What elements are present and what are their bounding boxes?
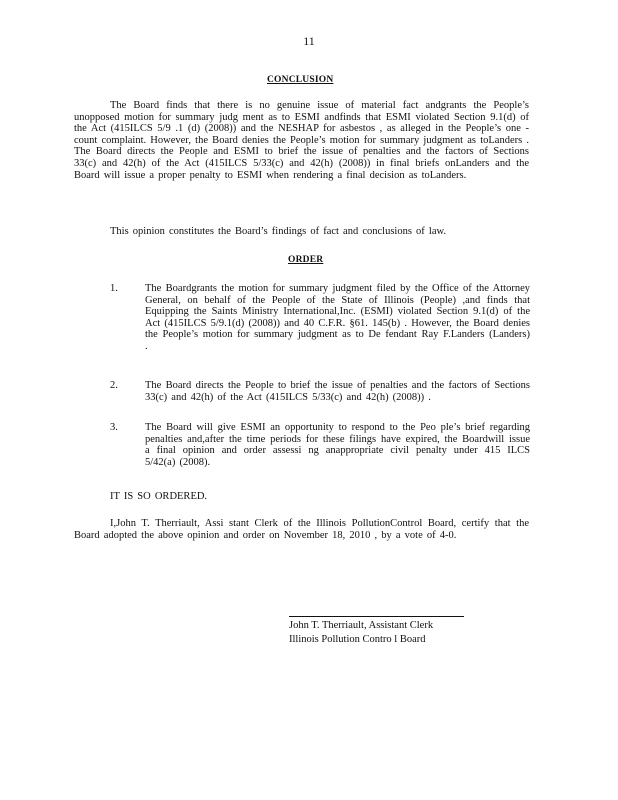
order-item-number: 1.	[110, 283, 118, 294]
order-item-text: The Board will give ESMI an opportunity to respond to the Peo ple’s brief regarding penalties and,after the time periods for these filings have expired, the Boardwill issue a final opinion and order assessi ng anappropriate civil penalty under 415 ILCS 5/42(a) (2008).	[145, 422, 530, 468]
order-item-number: 2.	[110, 380, 118, 391]
page-number: 11	[303, 34, 315, 48]
conclusion-heading: CONCLUSION	[267, 75, 334, 85]
order-item-text: The Board directs the People to brief the issue of penalties and the factors of Sections 33(c) and 42(h) of the Act (415ILCS 5/33(c) and 42(h) (2008)) .	[145, 380, 530, 403]
signer-name: John T. Therriault, Assistant Clerk	[289, 620, 434, 631]
order-item-text: The Boardgrants the motion for summary judgment filed by the Office of the Attorney General, on behalf of the People of the State of Illinois (People) ,and finds that Equipping the Saints Ministry International,Inc. (ESMI) violated Section 9.1(d) of the Act (415ILCS 5/9.1(d) (2008)) and 40 C.F.R. §61. 145(b) . However, the Board denies the People’s motion for summary judgment as to De fendant Ray F.Landers (Landers) .	[145, 283, 530, 352]
certification-paragraph: I,John T. Therriault, Assi stant Clerk of the Illinois PollutionControl Board, certify that the Board adopted the above opinion and order on November 18, 2010 , by a vote of 4-0.	[74, 518, 529, 541]
signer-organization: Illinois Pollution Contro l Board	[289, 634, 426, 645]
order-item-number: 3.	[110, 422, 118, 433]
signature-line	[289, 616, 464, 617]
order-heading: ORDER	[288, 255, 324, 265]
so-ordered: IT IS SO ORDERED.	[110, 491, 208, 502]
opinion-statement: This opinion constitutes the Board’s findings of fact and conclusions of law.	[110, 226, 447, 237]
conclusion-paragraph: The Board finds that there is no genuine issue of material fact andgrants the People’s unopposed motion for summary judg ment as to ESMI andfinds that ESMI violated Section 9.1(d) of the Act (415ILCS 5/9 .1 (d) (2008)) and the NESHAP for asbestos , as alleged in the People’s one -count complaint. However, the Board denies the People’s motion for summary judgment as toLanders . The Board directs the People and ESMI to brief the issue of penalties and the factors of Sections 33(c) and 42(h) of the Act (415ILCS 5/33(c) and 42(h) (2008)) in final briefs onLanders and the Board will issue a proper penalty to ESMI when rendering a final decision as toLanders.	[74, 100, 529, 181]
